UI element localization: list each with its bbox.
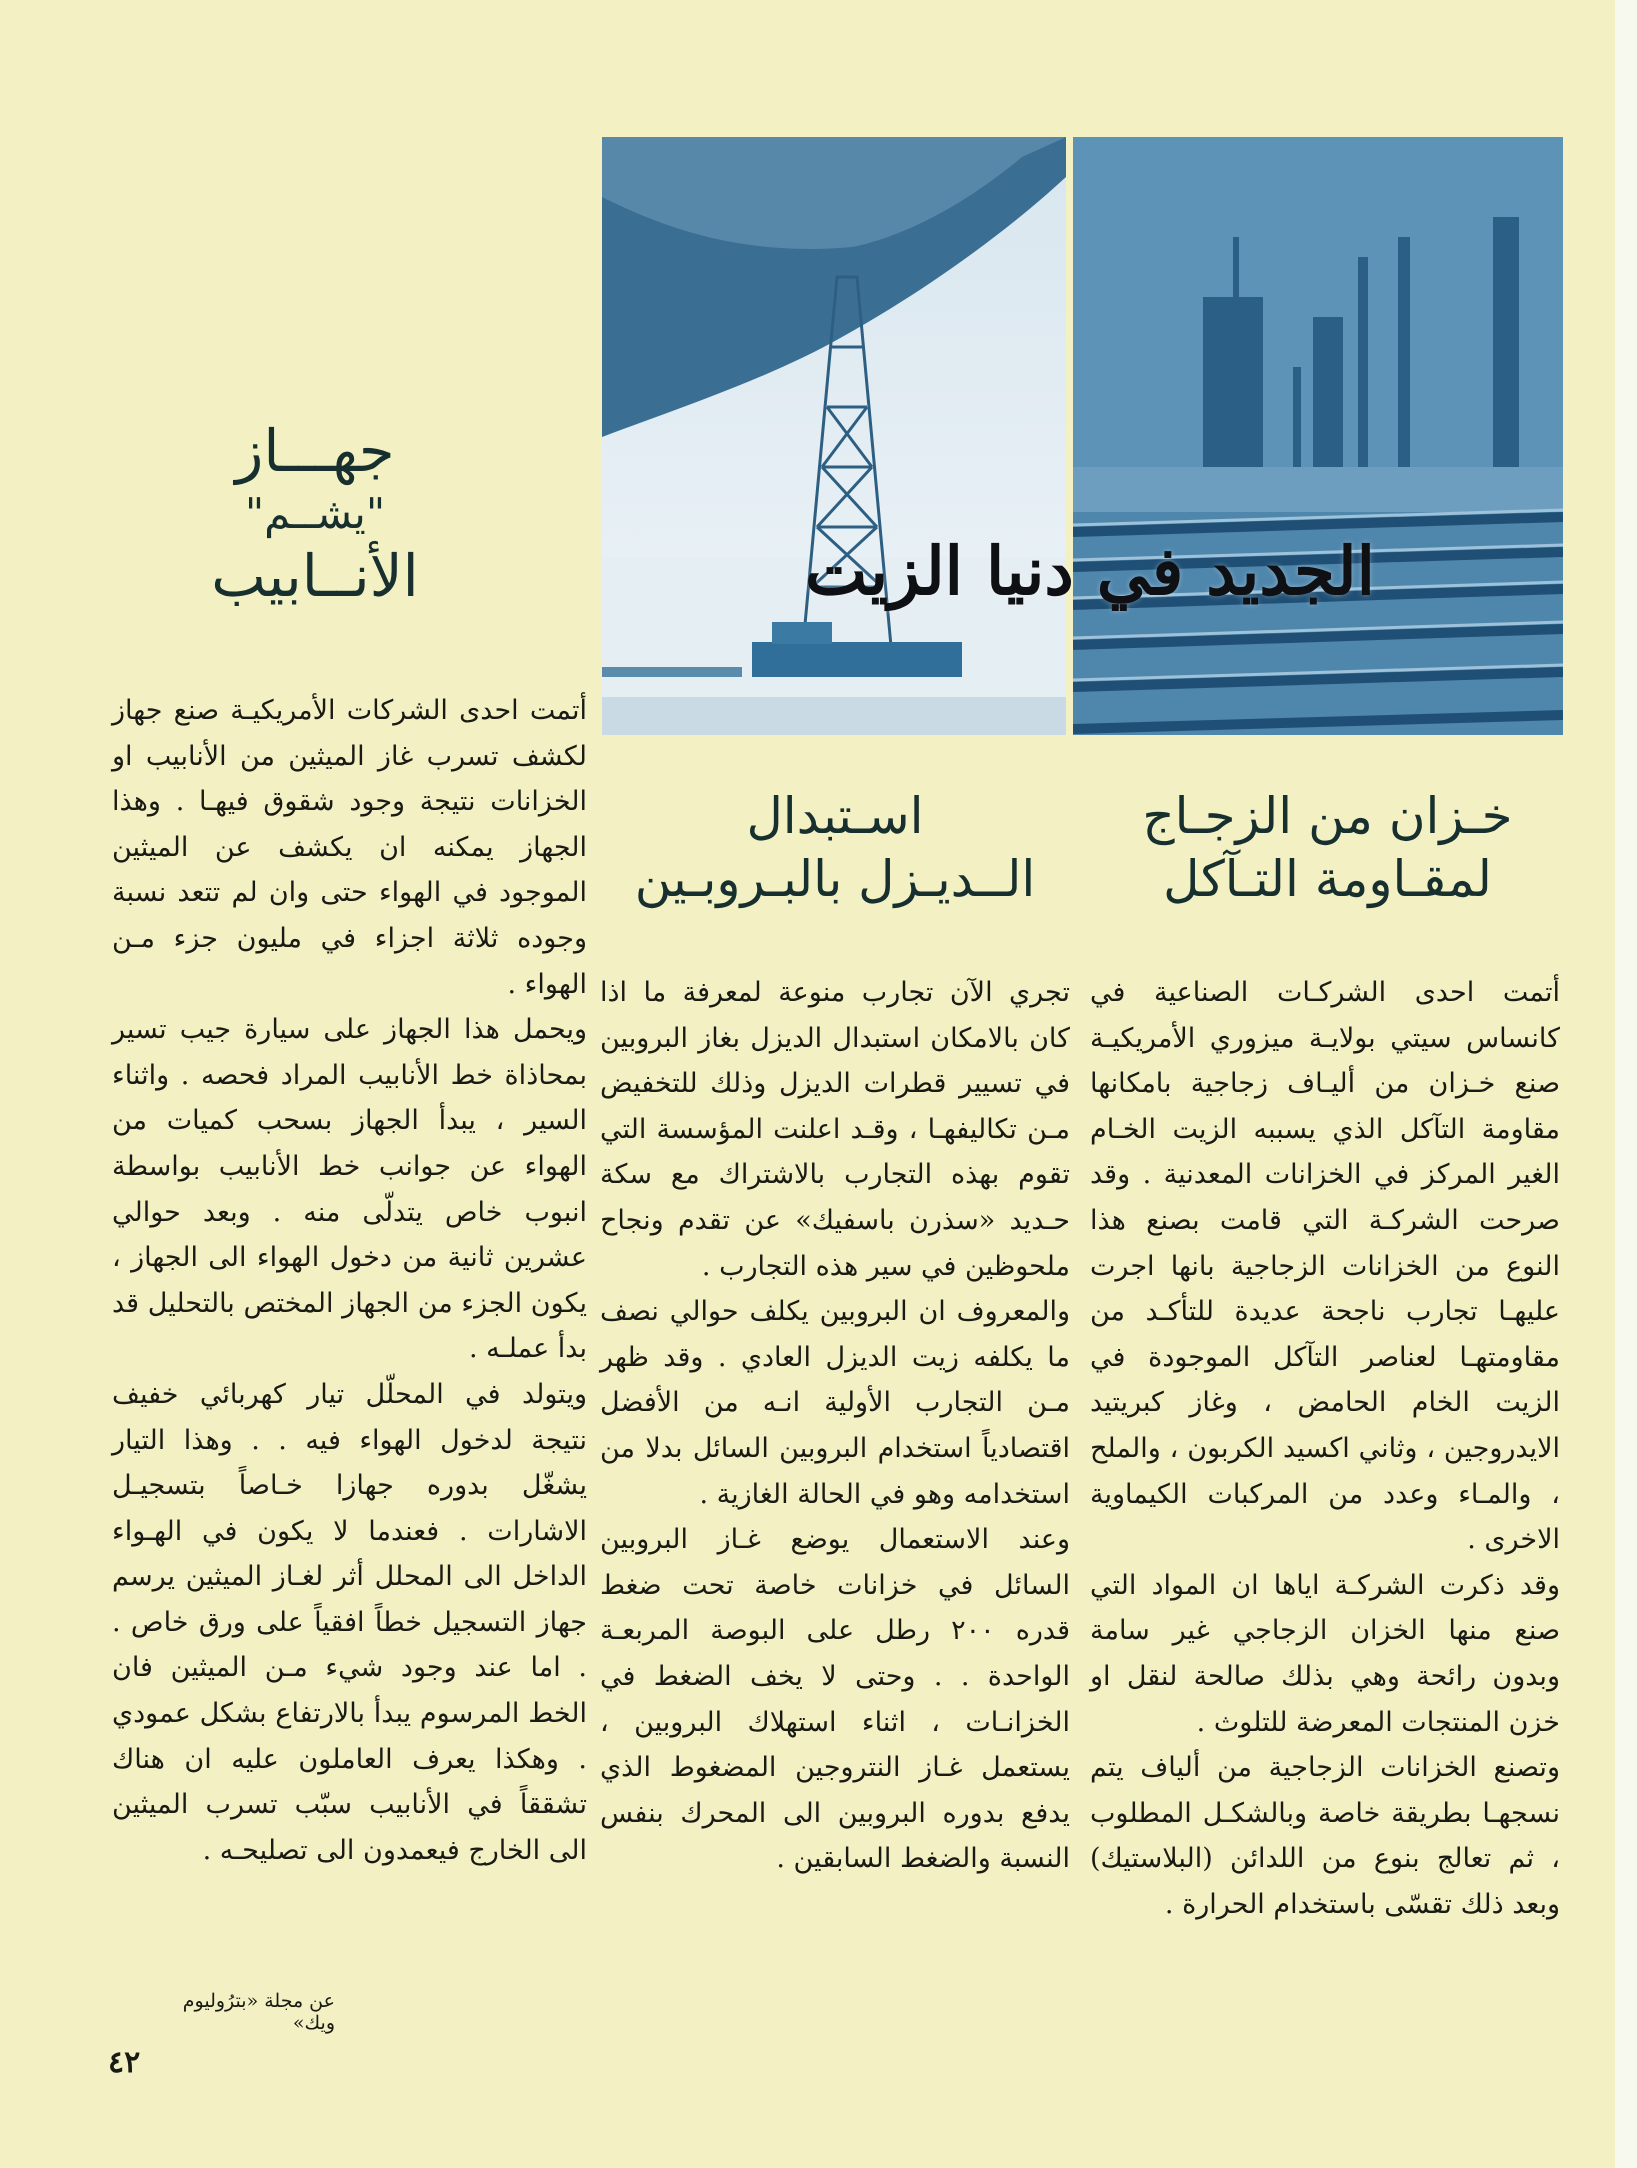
heading-line-1: اسـتبدال xyxy=(746,787,924,845)
paragraph: ويتولد في المحلّل تيار كهربائي خفيف نتيجة لدخول الهواء فيه . . وهذا التيار يشغّل بدوره جهازا خـاصاً بتسجيـل الاشارات . فعندما لا يكون في الهـواء الداخل الى المحلل أثر لغـاز الميثين يرسم جهاز التسجيل خطاً افقياً على ورق خاص . . اما عند وجود شيء مـن الميثين فان الخط المرسوم يبدأ بالارتفاع بشكل عمودي . وهكذا يعرف العاملون عليه ان هناك تشققاً في الأنابيب سبّب تسرب الميثين الى الخارج فيعمدون الى تصليحـه . xyxy=(112,1378,587,1866)
heading-line-1: جهـــاز xyxy=(235,417,395,485)
paragraph: ويحمل هذا الجهاز على سيارة جيب تسير بمحاذاة خط الأنابيب المراد فحصه . واثناء السير ، يبدأ الجهاز بسحب كميات من الهواء عن جوانب خط الأنابيب بواسطة انبوب خاص يتدلّى منه . وبعد حوالي عشرين ثانية من دخول الهواء الى الجهاز ، يكون الجزء من الجهاز المختص بالتحليل قد بدأ عملـه . xyxy=(112,1014,587,1365)
oil-derrick-photo xyxy=(602,137,1066,735)
source-credit: عن مجلة «بترُوليوم ويك» xyxy=(182,1990,335,2034)
heading-line-1: خـزان من الزجـاج xyxy=(1142,787,1513,845)
heading-line-2: "يشــم" xyxy=(244,488,386,538)
paragraph: تجري الآن تجارب منوعة لمعرفة ما اذا كان بالامكان استبدال الديزل بغاز البروبين في تسيير قطرات الديزل وذلك للتخفيض مـن تكاليفهـا ، وقـد اعلنت المؤسسة التي تقوم بهذه التجارب بالاشتراك مع سكة حـديد «سذرن باسفيك» عن تقدم ونجاح ملحوظين في سير هذه التجارب . xyxy=(600,977,1070,1282)
paragraph: أتمت احدى الشركات الأمريكيـة صنع جهاز لكشف تسرب غاز الميثين من الأنابيب او الخزانات نتيجة وجود شقوق فيهـا . وهذا الجهاز يمكنه ان يكشف عن الميثين الموجود في الهواء حتى وان لم تتعد نسبة وجوده ثلاثة اجزاء في مليون جزء مـن الهواء . xyxy=(112,695,587,1000)
article-column-glass-tank xyxy=(1090,970,1560,1927)
heading-line-2: الــديـزل بالبـروبـين xyxy=(634,849,1036,908)
heading-line-3: الأنــابيب xyxy=(211,542,419,610)
paragraph: والمعروف ان البروبين يكلف حوالي نصف ما يكلفه زيت الديزل العادي . وقد ظهر مـن التجارب الأولية انـه من الأفضل اقتصادياً استخدام البروبين السائل بدلا من استخدامه وهو في الحالة الغازية . xyxy=(600,1296,1070,1510)
heading-line-2: لمقـاومة التـآكل xyxy=(1163,849,1492,908)
article-column-diesel-propane xyxy=(600,970,1070,1882)
article-heading-glass-tank xyxy=(1085,785,1570,910)
paragraph: وقد ذكرت الشركـة اياها ان المواد التي صنع منها الخزان الزجاجي غير سامة وبدون رائحة وهي بذلك صالحة لنقل او خزن المنتجات المعرضة للتلوث . xyxy=(1090,1569,1560,1738)
paragraph: أتمت احدى الشركـات الصناعية في كانساس سيتي بولايـة ميزوري الأمريكيـة صنع خـزان من أليـاف زجاجية بامكانها مقاومة التآكل الذي يسببه الزيت الخـام الغير المركز في الخزانات المعدنية . وقد صرحت الشركـة التي قامت بصنع هذا النوع من الخزانات الزجاجية بانها اجرت عليهـا تجارب ناجحة عديدة للتأكـد من مقاومتهـا لعناصر التآكل الموجودة في الزيت الخام الحامض ، وغاز كبريتيد الايدروجين ، وثاني اكسيد الكربون ، والملح ، والمـاء وعدد من المركبات الكيماوية الاخرى . xyxy=(1090,977,1560,1556)
refinery-pipelines-photo xyxy=(1073,137,1563,735)
article-column-pipe-sniffer xyxy=(112,688,587,1873)
section-banner-title: الجديد في دنيا الزيت xyxy=(804,532,1376,610)
page-edge xyxy=(1615,0,1637,2168)
article-heading-pipe-sniffer xyxy=(135,415,495,613)
page-number: ٤٢ xyxy=(108,2045,141,2080)
paragraph: وعند الاستعمال يوضع غـاز البروبين السائل في خزانات خاصة تحت ضغط قدره ٢٠٠ رطل على البوصة المربعـة الواحدة . . وحتى لا يخف الضغط في الخزانـات ، اثناء استهلاك البروبين ، يستعمل غـاز النتروجين المضغوط الذي يدفع بدوره البروبين الى المحرك بنفس النسبة والضغط السابقين . xyxy=(600,1524,1070,1875)
paragraph: وتصنع الخزانات الزجاجية من ألياف يتم نسجهـا بطريقة خاصة وبالشكـل المطلوب ، ثم تعالج بنوع من اللدائن (البلاستيك) وبعد ذلك تقسّى باستخدام الحرارة . xyxy=(1090,1752,1560,1920)
article-heading-diesel-propane xyxy=(600,785,1070,910)
